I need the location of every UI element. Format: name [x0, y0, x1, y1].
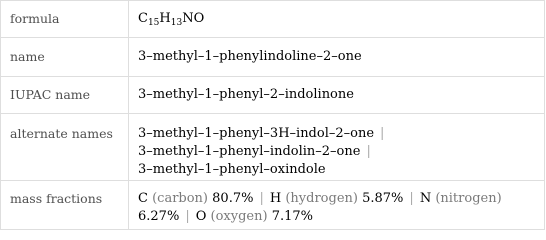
alternate-name-3: 3–methyl–1–phenyl–oxindole [138, 162, 326, 177]
separator: | [366, 144, 371, 159]
alternate-name-1: 3–methyl–1–phenyl–3H–indol–2–one [138, 126, 375, 141]
name-label: name [1, 38, 129, 77]
alternate-name-line [138, 125, 544, 143]
name-row [1, 38, 545, 77]
element-name: (carbon) [152, 191, 209, 206]
element-percent: 7.17% [271, 209, 314, 224]
formula-rest: NO [182, 11, 205, 26]
separator: | [380, 126, 385, 141]
element-symbol: C [138, 191, 148, 206]
alternate-name-2: 3–methyl–1–phenyl–indolin–2–one [138, 144, 361, 159]
formula-value [129, 1, 545, 38]
mass-fraction-nitrogen [420, 191, 502, 206]
mass-fraction-line [138, 190, 544, 208]
iupac-label: IUPAC name [1, 77, 129, 114]
mass-fraction-hydrogen [270, 191, 404, 206]
alternate-names-row [1, 114, 545, 181]
element-percent: 80.7% [212, 191, 254, 206]
mass-fractions-label: mass fractions [1, 181, 129, 230]
formula-hydrogen-count: 13 [170, 18, 183, 28]
formula-label: formula [1, 1, 129, 38]
mass-fractions-value [129, 181, 545, 230]
formula-row [1, 1, 545, 38]
formula-hydrogen: H [159, 11, 171, 26]
element-name: (nitrogen) [435, 191, 502, 206]
alternate-names-value [129, 114, 545, 181]
mass-fractions-row [1, 181, 545, 230]
element-percent: 5.87% [362, 191, 404, 206]
iupac-value: 3–methyl–1–phenyl–2–indolinone [129, 77, 545, 114]
iupac-row [1, 77, 545, 114]
alternate-name-line [138, 161, 544, 179]
alternate-name-line [138, 143, 544, 161]
element-name: (hydrogen) [285, 191, 358, 206]
separator: | [185, 209, 190, 224]
mass-fraction-line [138, 208, 544, 226]
element-symbol: O [195, 209, 207, 224]
separator: | [409, 191, 414, 206]
element-symbol: N [419, 191, 432, 206]
separator: | [259, 191, 264, 206]
alternate-names-label: alternate names [1, 114, 129, 181]
formula-carbon: C [138, 11, 148, 26]
name-value: 3–methyl–1–phenylindoline–2–one [129, 38, 545, 77]
mass-fraction-carbon [138, 191, 253, 206]
element-symbol: H [269, 191, 282, 206]
element-name: (oxygen) [210, 209, 268, 224]
formula-carbon-count: 15 [147, 18, 160, 28]
element-percent: 6.27% [138, 209, 180, 224]
mass-fraction-oxygen [196, 209, 313, 224]
